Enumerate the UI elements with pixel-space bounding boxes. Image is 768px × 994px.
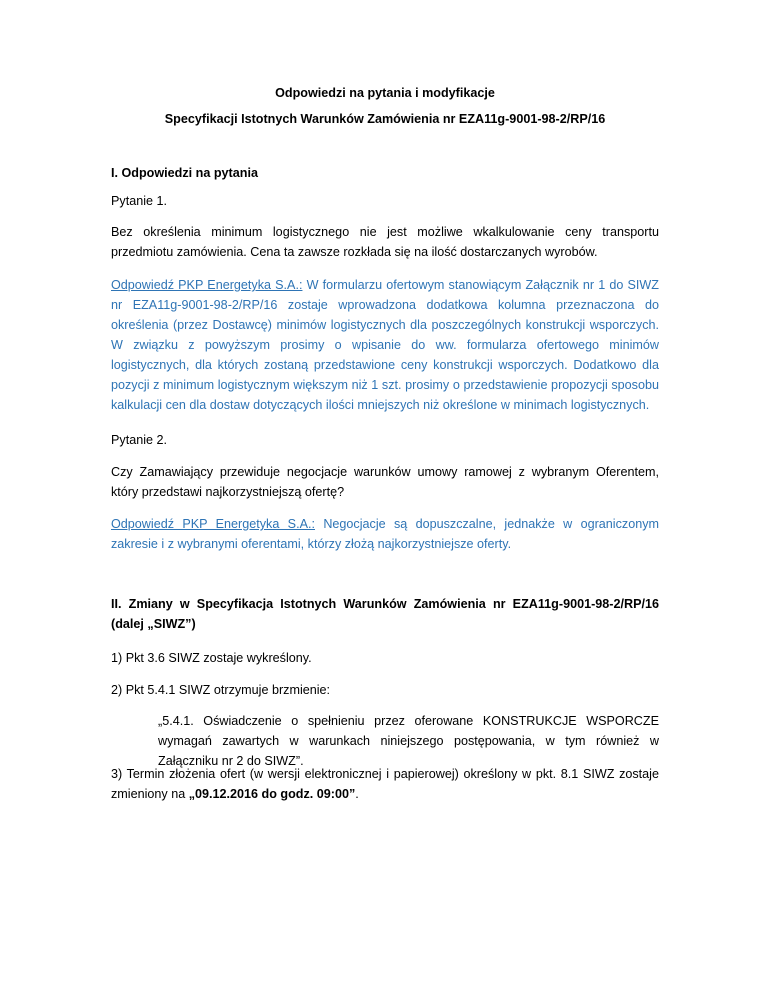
- change-item-2: 2) Pkt 5.4.1 SIWZ otrzymuje brzmienie:: [111, 683, 331, 697]
- answer1-prefix: Odpowiedź PKP Energetyka S.A.:: [111, 278, 303, 292]
- question1-label: Pytanie 1.: [111, 194, 168, 208]
- change-item-3-text: 3) Termin złożenia ofert (w wersji elektronicznej i papierowej) określony w pkt. 8.1 SIWZ zostaje zmieniony na: [111, 767, 659, 801]
- answer2-prefix: Odpowiedź PKP Energetyka S.A.:: [111, 517, 315, 531]
- question1-text: Bez określenia minimum logistycznego nie jest możliwe wkalkulowanie ceny transportu przedmiotu zamówienia. Cena ta zawsze rozkłada się na ilość dostarczanych wyrobów.: [111, 225, 659, 259]
- document-title: Odpowiedzi na pytania i modyfikacje: [275, 86, 495, 100]
- change-item-3-end: .: [355, 787, 359, 801]
- answer1-text: W formularzu ofertowym stanowiącym Załącznik nr 1 do SIWZ nr EZA11g-9001-98-2/RP/16 zostaje wprowadzona dodatkowa kolumna przeznaczona do określenia (przez Dostawcę) minimów logistycznych dla poszczególnych konstrukcji wsporczych. W związku z powyższym prosimy o wpisanie do ww. formularza ofertowego minimów logistycznych, dla których zostaną przedstawione ceny konstrukcji wsporczych. Dodatkowo dla pozycji z minimum logistycznym większym niż 1 szt. prosimy o przedstawienie propozycji sposobu kalkulacji cen dla dostaw dotyczących ilości mniejszych niż określone w minimach logistycznych.: [111, 278, 659, 412]
- answer2: [111, 514, 659, 554]
- change-item-2-quote: „5.4.1. Oświadczenie o spełnieniu przez oferowane KONSTRUKCJE WSPORCZE wymagań zawartych w warunkach niniejszego postępowania, w tym również w Załączniku nr 2 do SIWZ”.: [158, 714, 659, 768]
- question2-text: Czy Zamawiający przewiduje negocjacje warunków umowy ramowej z wybranym Oferentem, który przedstawi najkorzystniejszą ofertę?: [111, 465, 659, 499]
- answer1: [111, 275, 659, 415]
- section2-heading: II. Zmiany w Specyfikacja Istotnych Warunków Zamówienia nr EZA11g-9001-98-2/RP/16 (dalej „SIWZ”): [111, 597, 659, 631]
- document-subtitle: Specyfikacji Istotnych Warunków Zamówienia nr EZA11g-9001-98-2/RP/16: [164, 112, 606, 126]
- answer2-text: Negocjacje są dopuszczalne, jednakże w ograniczonym zakresie i z wybranymi oferentami, którzy złożą najkorzystniejsze oferty.: [111, 517, 659, 551]
- change-item-1: 1) Pkt 3.6 SIWZ zostaje wykreślony.: [111, 651, 312, 665]
- section1-heading: I. Odpowiedzi na pytania: [111, 166, 258, 180]
- change-item-3: [111, 764, 659, 804]
- change-item-3-date: „09.12.2016 do godz. 09:00”: [188, 787, 356, 801]
- question2-label: Pytanie 2.: [111, 433, 168, 447]
